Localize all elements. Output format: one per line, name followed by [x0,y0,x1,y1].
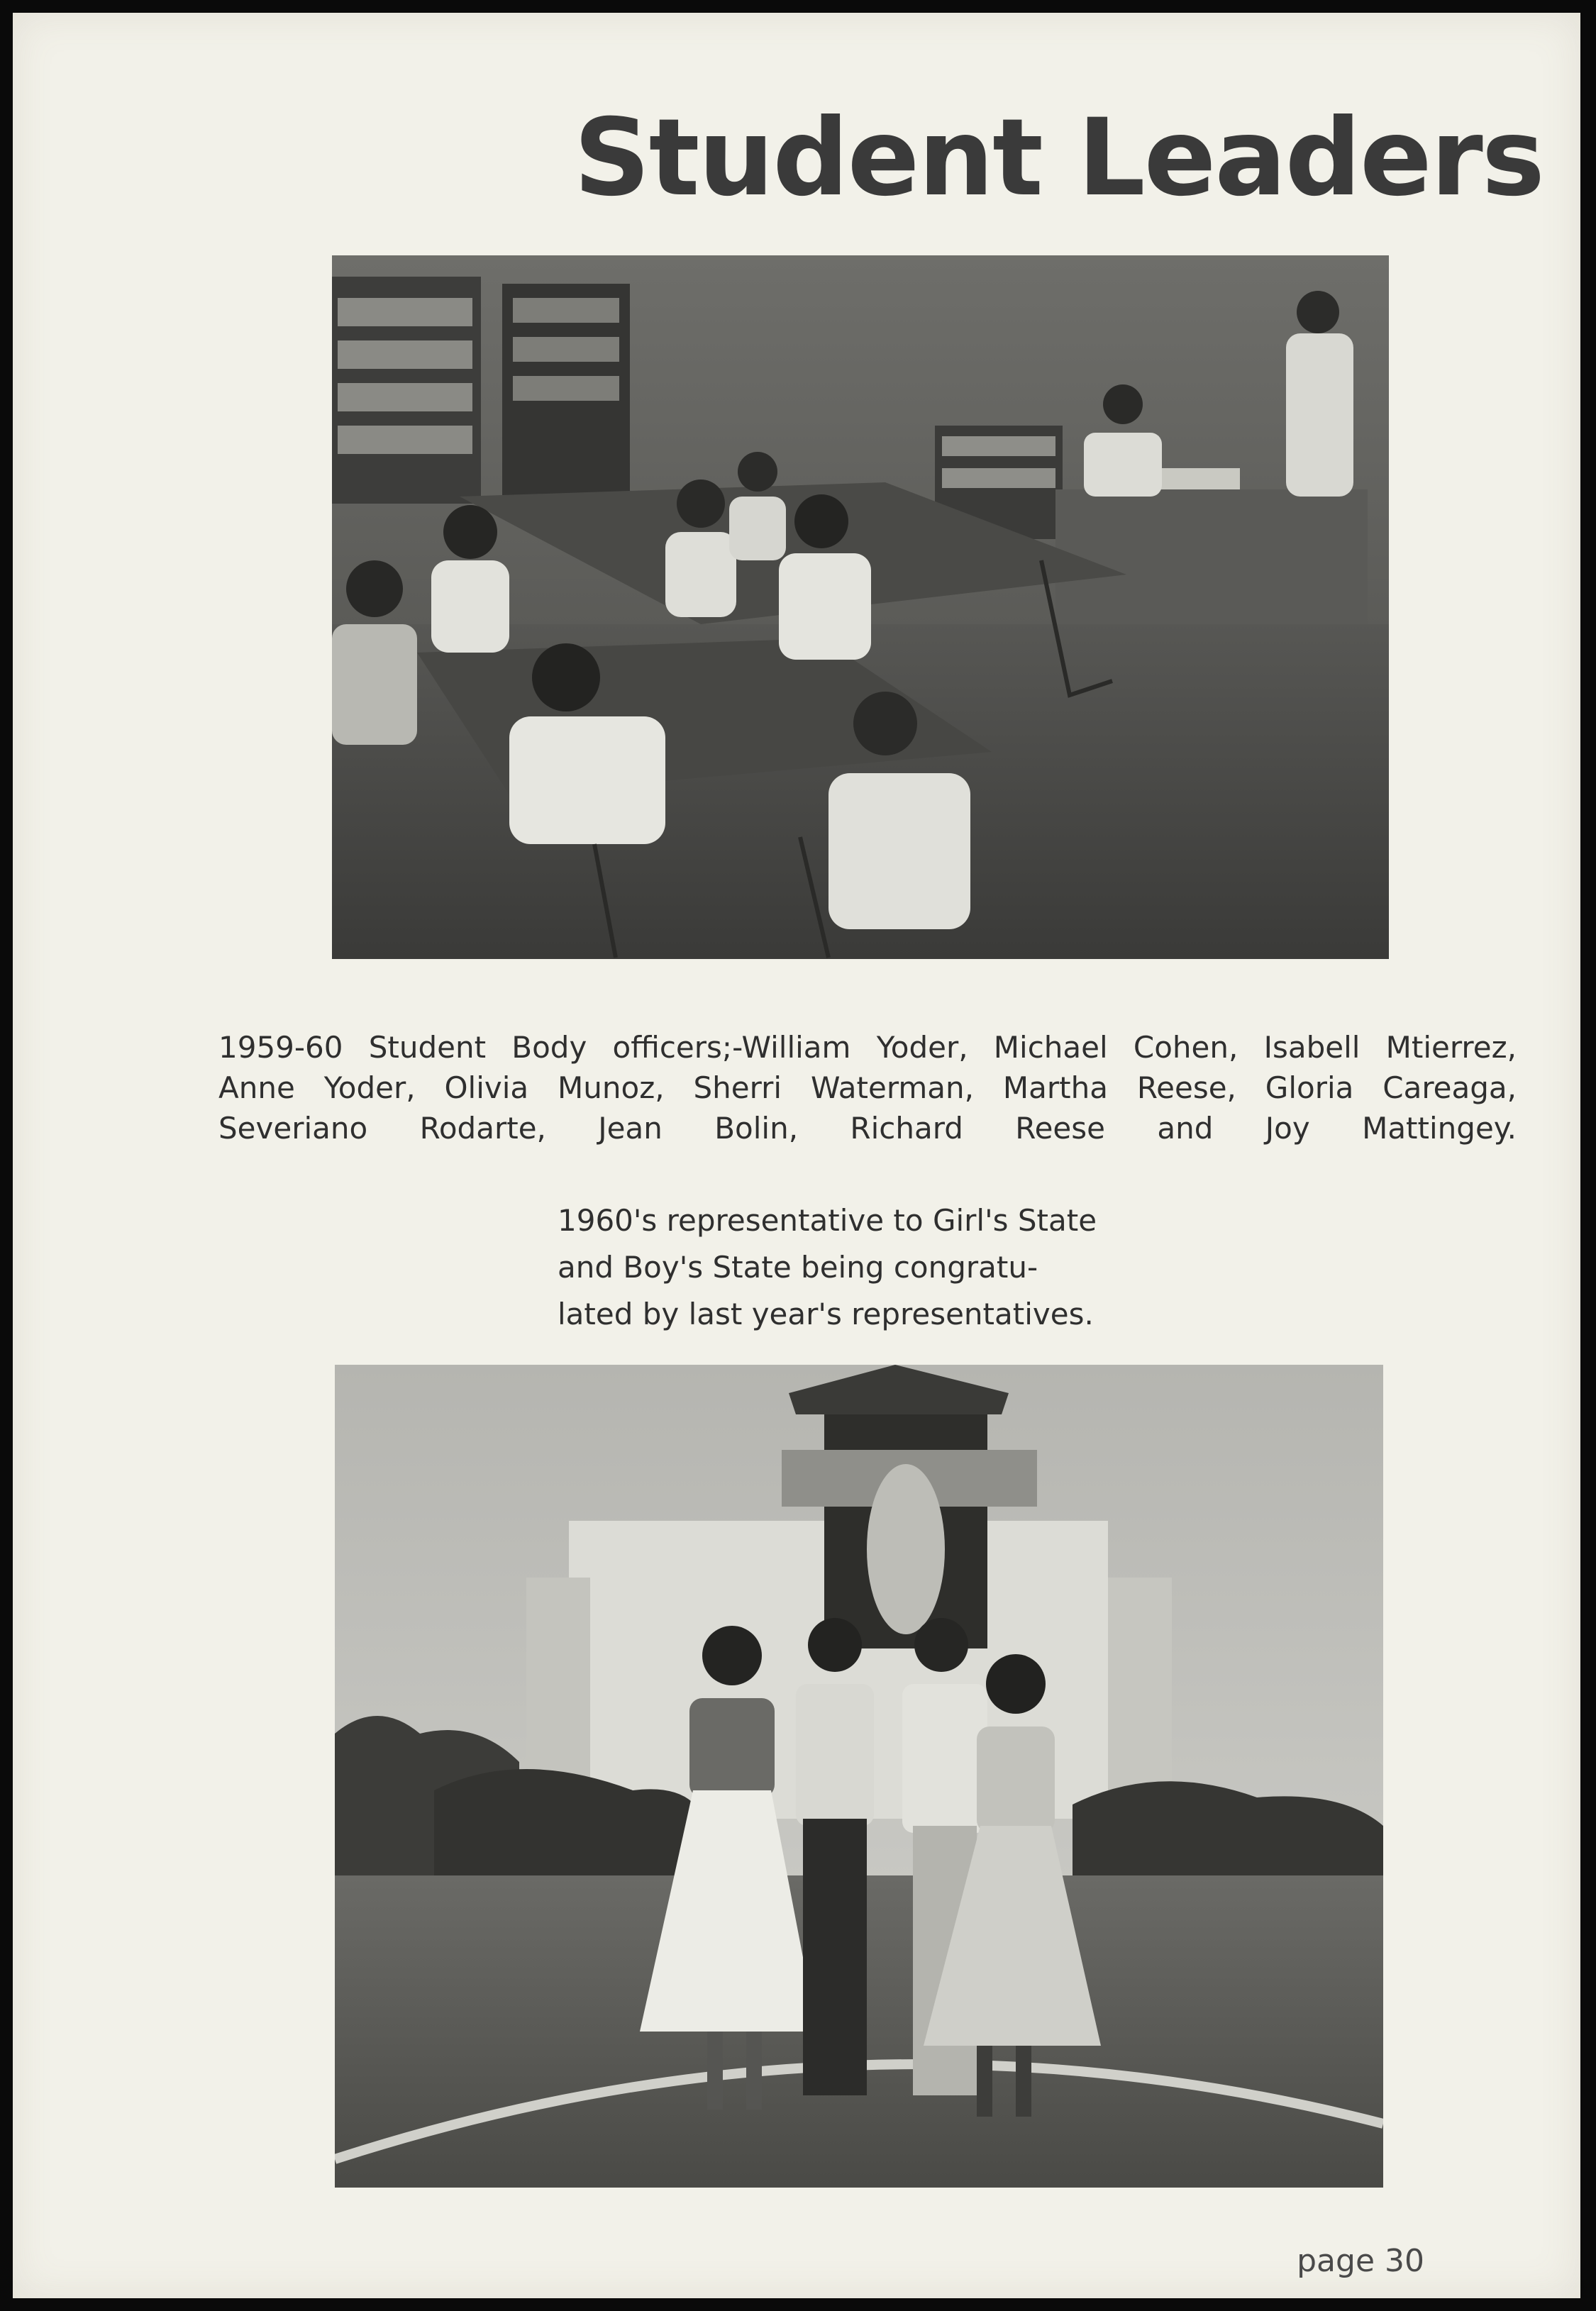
officers-caption [218,1027,1517,1148]
officers-caption-line-1: 1959-60 Student Body officers;-William Yoder, Michael Cohen, Isabell Mtierrez, [218,1030,1517,1065]
representatives-caption-line-3: lated by last year's representatives. [558,1297,1094,1331]
officers-caption-line-3: Severiano Rodarte, Jean Bolin, Richard Reese and Joy Mattingey. [218,1111,1517,1146]
student-body-officers-photo [332,255,1389,959]
yearbook-page [13,13,1580,2298]
representatives-caption [558,1197,1139,1338]
officers-caption-line-2: Anne Yoder, Olivia Munoz, Sherri Waterman, Martha Reese, Gloria Careaga, [218,1070,1517,1105]
page-number: page 30 [1297,2243,1424,2279]
representatives-caption-line-2: and Boy's State being congratu- [558,1250,1038,1285]
representatives-caption-line-1: 1960's representative to Girl's State [558,1203,1097,1238]
page-title: Student Leaders [573,96,1544,220]
shrine-representatives-photo [335,1365,1383,2188]
